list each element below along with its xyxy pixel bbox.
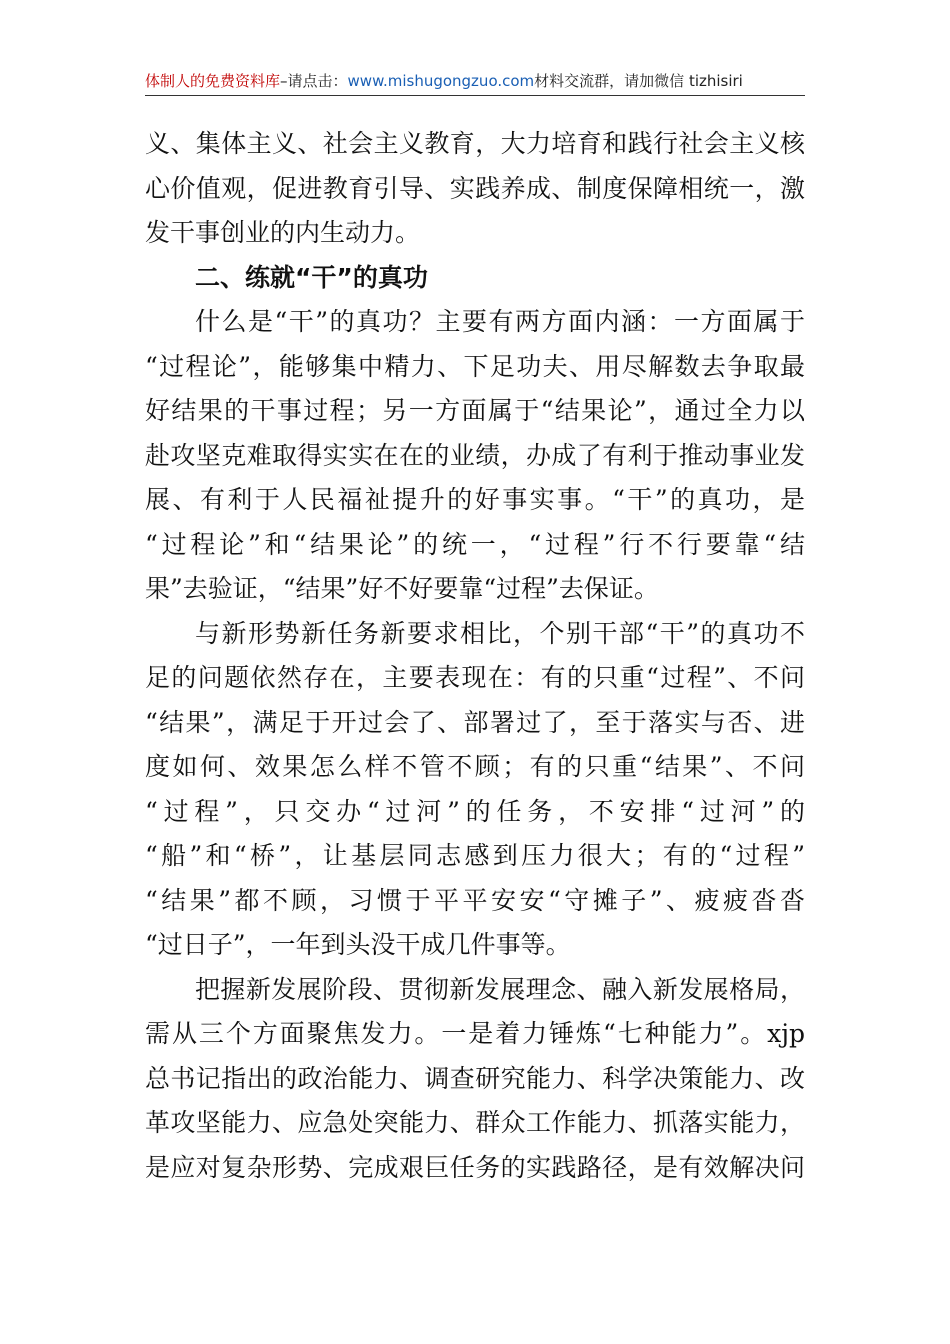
document-body [145, 122, 805, 1190]
text-line: 革攻坚能力、应急处突能力、群众工作能力、抓落实能力， [145, 1108, 805, 1137]
header-divider [145, 95, 805, 96]
text-line: “过日子”，一年到头没干成几件事等。 [145, 930, 571, 959]
text-line: “过程论”，能够集中精力、下足功夫、用尽解数去争取最 [145, 351, 805, 381]
text-line: 把握新发展阶段、贯彻新发展理念、融入新发展格局， [195, 974, 805, 1004]
section-heading: 二、练就“干”的真功 [195, 262, 428, 292]
text-line: 什么是“干”的真功？主要有两方面内涵：一方面属于 [195, 307, 805, 336]
text-line: 足的问题依然存在，主要表现在：有的只重“过程”、不问 [145, 663, 805, 692]
text-line: 义、集体主义、社会主义教育，大力培育和践行社会主义核 [145, 129, 805, 158]
text-line: “结果”，满足于开过会了、部署过了，至于落实与否、进 [145, 707, 805, 737]
text-line: 需从三个方面聚焦发力。一是着力锤炼“七种能力”。xjp [145, 1019, 805, 1048]
text-line: 果”去验证，“结果”好不好要靠“过程”去保证。 [145, 574, 659, 603]
paragraph [145, 300, 805, 612]
paragraph [145, 612, 805, 968]
text-line: “过程”，只交办“过河”的任务，不安排“过河”的 [145, 796, 805, 826]
text-line: 度如何、效果怎么样不管不顾；有的只重“结果”、不问 [145, 752, 805, 781]
header-prompt: –请点击： [280, 72, 348, 90]
text-line: 展、有利于人民福祉提升的好事实事。“干”的真功，是 [145, 485, 805, 514]
text-line: “船”和“桥”，让基层同志感到压力很大；有的“过程” [145, 841, 805, 870]
text-line: 与新形势新任务新要求相比，个别干部“干”的真功不 [195, 618, 805, 648]
text-line: 是应对复杂形势、完成艰巨任务的实践路径，是有效解决问 [145, 1152, 805, 1182]
paragraph-continued [145, 122, 805, 256]
text-line: 好结果的干事过程；另一方面属于“结果论”，通过全力以 [145, 396, 805, 425]
text-line: 赴攻坚克难取得实实在在的业绩，办成了有利于推动事业发 [145, 440, 805, 470]
text-line: “过程论”和“结果论”的统一，“过程”行不行要靠“结 [145, 529, 805, 559]
site-name: 体制人的免费资料库 [145, 72, 281, 90]
text-line: 总书记指出的政治能力、调查研究能力、科学决策能力、改 [145, 1063, 805, 1093]
header-wechat-note: 材料交流群，请加微信 tizhisiri [534, 72, 743, 90]
text-line: 发干事创业的内生动力。 [145, 218, 421, 247]
document-header [145, 68, 805, 94]
paragraph [145, 968, 805, 1191]
text-line: 心价值观，促进教育引导、实践养成、制度保障相统一，激 [145, 173, 805, 203]
header-link[interactable]: www.mishugongzuo.com [347, 72, 535, 90]
text-line: “结果”都不顾，习惯于平平安安“守摊子”、疲疲沓沓 [145, 885, 805, 915]
